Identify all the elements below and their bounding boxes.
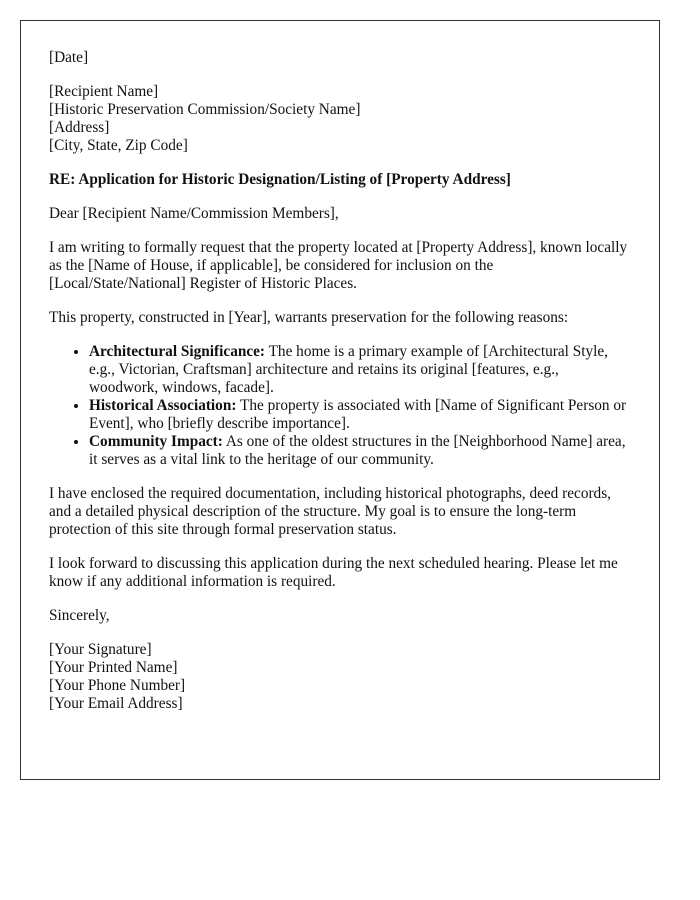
letter-page: [20, 20, 660, 780]
reasons-list: [49, 343, 631, 469]
phone-number: [Your Phone Number]: [49, 677, 186, 694]
reason-item-community: [89, 433, 631, 469]
recipient-block: [49, 83, 631, 155]
subject-line: RE: Application for Historic Designation/Listing of [Property Address]: [49, 171, 511, 188]
reason-text: The property is associated with [Name of Significant Person or Event], who [briefly describe importance].: [89, 397, 627, 432]
printed-name: [Your Printed Name]: [49, 659, 178, 676]
signature: [Your Signature]: [49, 641, 152, 658]
reason-item-historical: [89, 397, 631, 433]
intro-paragraph: I am writing to formally request that the property located at [Property Address], known locally as the [Name of House, if applicable], be considered for inclusion on the [Local/State/National] Register of Historic Places.: [49, 239, 628, 292]
reason-title: Historical Association:: [89, 397, 237, 414]
date-line: [49, 49, 631, 67]
closing-paragraph: I look forward to discussing this application during the next scheduled hearing. Please let me know if any additional information is required.: [49, 555, 618, 590]
enclosure-paragraph: I have enclosed the required documentation, including historical photographs, deed records, and a detailed physical description of the structure. My goal is to ensure the long-term protection of this site through formal preservation status.: [49, 485, 611, 538]
email-address: [Your Email Address]: [49, 695, 183, 712]
reason-text: As one of the oldest structures in the [Neighborhood Name] area, it serves as a vital link to the heritage of our community.: [89, 433, 626, 468]
reason-item-architectural: [89, 343, 631, 397]
reasons-lead-paragraph: This property, constructed in [Year], warrants preservation for the following reasons:: [49, 309, 569, 326]
recipient-city-state-zip: [City, State, Zip Code]: [49, 137, 188, 154]
recipient-name: [Recipient Name]: [49, 83, 159, 100]
reason-text: The home is a primary example of [Architectural Style, e.g., Victorian, Craftsman] architecture and retains its original [features, e.g., woodwork, windows, facade].: [89, 343, 608, 396]
date: [Date]: [49, 49, 89, 66]
recipient-organization: [Historic Preservation Commission/Society Name]: [49, 101, 361, 118]
reason-title: Community Impact:: [89, 433, 223, 450]
reason-title: Architectural Significance:: [89, 343, 266, 360]
closing: Sincerely,: [49, 607, 110, 624]
recipient-address: [Address]: [49, 119, 110, 136]
signature-block: [49, 641, 631, 713]
salutation: Dear [Recipient Name/Commission Members],: [49, 205, 339, 222]
